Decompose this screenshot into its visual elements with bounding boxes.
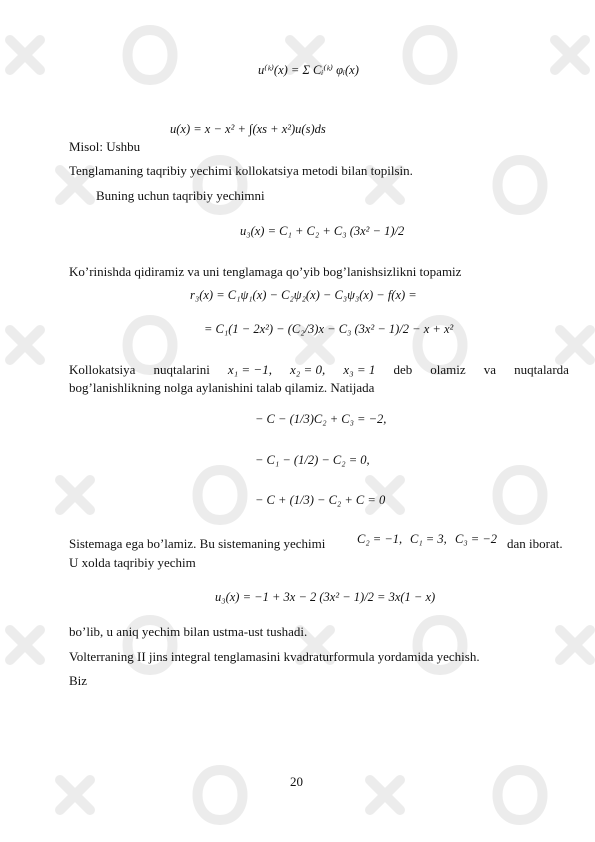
system-eq-3: − C + (1/3) − C₂ + C = 0 bbox=[255, 493, 386, 507]
page-number: 20 bbox=[290, 774, 303, 789]
collocation-line-2: bog’lanishlikning nolga aylanishini talab qilamiz. Natijada bbox=[69, 380, 375, 395]
paragraph-5: Volterraning II jins integral tenglamasini kvadraturformula yordamida yechish. bbox=[69, 649, 480, 664]
solution-line-2: U xolda taqribiy yechim bbox=[69, 555, 196, 570]
system-eq-1: − C − (1/3)C₂ + C₃ = −2, bbox=[255, 412, 387, 426]
solution-prefix: Sistemaga ega bo’lamiz. Bu sistemaning yechimi bbox=[69, 536, 326, 551]
collocation-line bbox=[69, 362, 569, 378]
paragraph-4: bo’lib, u aniq yechim bilan ustma-ust tushadi. bbox=[69, 624, 308, 639]
solution-c3: C₃ = −2 bbox=[455, 532, 498, 546]
colloc-word: va bbox=[483, 362, 497, 377]
colloc-word: olamiz bbox=[430, 362, 466, 377]
formula-r3-line2: = C₁(1 − 2x²) − (C₂/3)x − C₃ (3x² − 1)/2 − x + x² bbox=[204, 322, 454, 336]
paragraph-1: Tenglamaning taqribiy yechimi kollokatsiya metodi bilan topilsin. bbox=[69, 163, 413, 178]
colloc-x2: x₂ = 0, bbox=[290, 362, 326, 377]
colloc-word: deb bbox=[393, 362, 413, 377]
solution-c2: C₂ = −1, bbox=[357, 532, 403, 546]
formula-r3-line1: r₃(x) = C₁ψ₁(x) − C₂ψ₂(x) − C₃ψ₃(x) − f(x) = bbox=[190, 288, 417, 302]
paragraph-3: Ko’rinishda qidiramiz va uni tenglamaga qo’yib bog’lanishsizlikni topamiz bbox=[69, 264, 462, 279]
system-eq-2: − C₁ − (1/2) − C₂ = 0, bbox=[255, 453, 370, 467]
formula-u3: u₃(x) = C₁ + C₂ + C₃ (3x² − 1)/2 bbox=[240, 224, 405, 238]
paragraph-6: Biz bbox=[69, 673, 88, 688]
solution-c1: C₁ = 3, bbox=[410, 532, 447, 546]
formula-final: u₃(x) = −1 + 3x − 2 (3x² − 1)/2 = 3x(1 − x) bbox=[215, 590, 436, 604]
colloc-word: nuqtalarini bbox=[153, 362, 210, 377]
solution-suffix: dan iborat. bbox=[507, 536, 563, 551]
colloc-word: nuqtalarda bbox=[514, 362, 569, 377]
colloc-x1: x₁ = −1, bbox=[227, 362, 272, 377]
colloc-word: Kollokatsiya bbox=[69, 362, 136, 377]
formula-top: u⁽ᵏ⁾(x) = Σ Cᵢ⁽ᵏ⁾ φᵢ(x) bbox=[258, 63, 359, 77]
example-label: Misol: Ushbu bbox=[69, 139, 141, 154]
paragraph-2: Buning uchun taqribiy yechimni bbox=[96, 188, 265, 203]
example-equation: u(x) = x − x² + ∫(xs + x²)u(s)ds bbox=[170, 122, 326, 136]
colloc-x3: x₃ = 1 bbox=[343, 362, 376, 377]
